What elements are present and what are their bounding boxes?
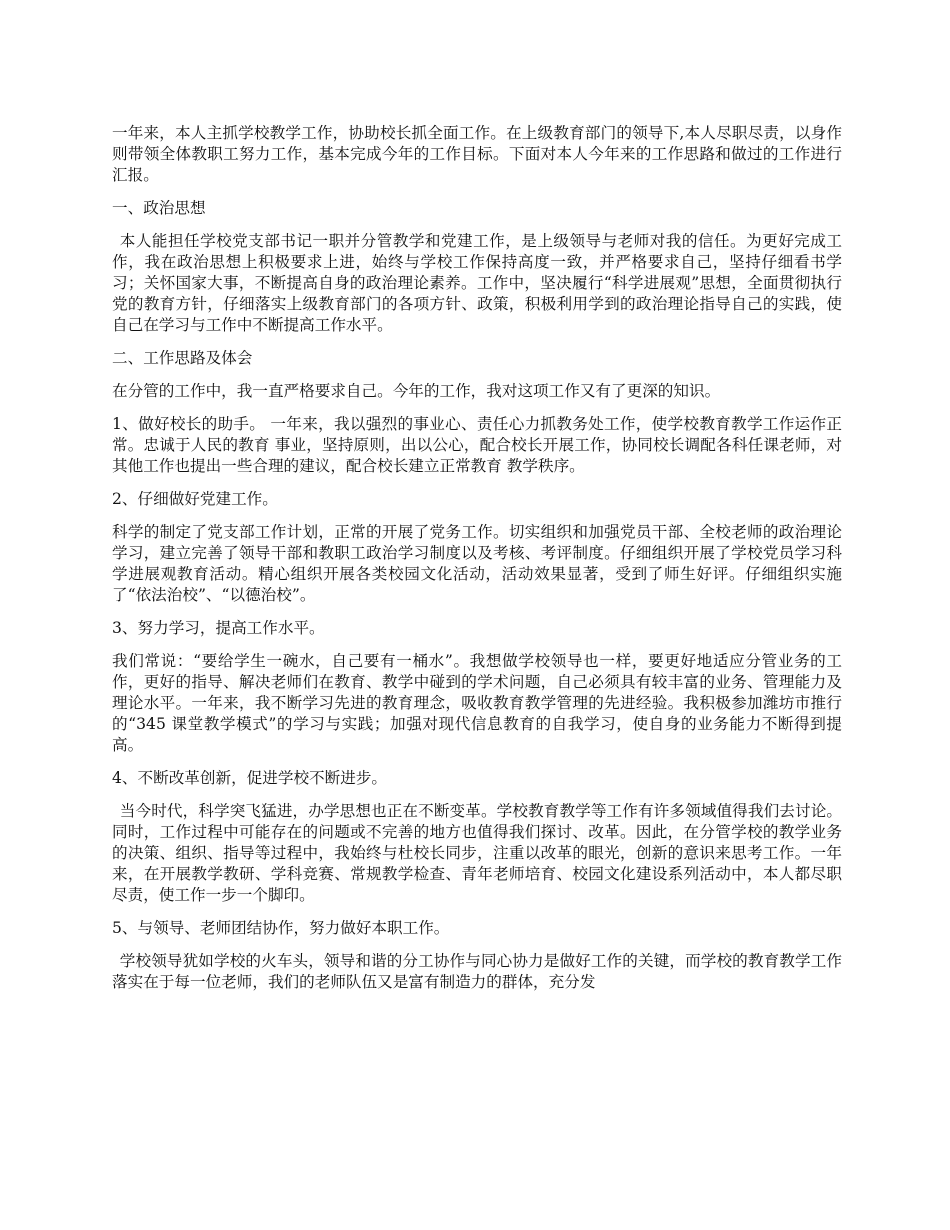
section-heading-political: 一、政治思想 bbox=[112, 199, 206, 217]
work-ideas-paragraph: 在分管的工作中，我一直严格要求自己。今年的工作，我对这项工作又有了更深的知识。 bbox=[112, 382, 721, 400]
item-3-heading: 3、努力学习，提高工作水平。 bbox=[112, 619, 325, 637]
item-5-paragraph: 学校领导犹如学校的火车头，领导和谐的分工协作与同心协力是做好工作的关键，而学校的教育教学工作落实在于每一位老师，我们的老师队伍又是富有制造力的群体，充分发 bbox=[112, 952, 842, 991]
intro-paragraph: 一年来，本人主抓学校教学工作，协助校长抓全面工作。在上级教育部门的领导下,本人尽职尽责，以身作则带领全体教职工努力工作，基本完成今年的工作目标。下面对本人今年来的工作思路和做过的工作进行汇报。 bbox=[112, 124, 842, 184]
item-1-paragraph: 1、做好校长的助手。 一年来，我以强烈的事业心、责任心力抓教务处工作，使学校教育教学工作运作正常。忠诚于人民的教育 事业，坚持原则，出以公心，配合校长开展工作，协同校长调配各科任课老师，对其他工作也提出一些合理的建议，配合校长建立正常教育 教学秩序。 bbox=[112, 415, 842, 475]
item-3-paragraph: 我们常说：“要给学生一碗水，自己要有一桶水”。我想做学校领导也一样，要更好地适应分管业务的工作，更好的指导、解决老师们在教育、教学中碰到的学术问题，自己必须具有较丰富的业务、管理能力及理论水平。一年来，我不断学习先进的教育理念，吸收教育教学管理的先进经验。我积极参加潍坊市推行的“345 课堂教学模式”的学习与实践；加强对现代信息教育的自我学习，使自身的业务能力不断得到提高。 bbox=[112, 652, 842, 754]
section-heading-work-ideas: 二、工作思路及体会 bbox=[112, 349, 253, 367]
item-2-paragraph: 科学的制定了党支部工作计划，正常的开展了党务工作。切实组织和加强党员干部、全校老师的政治理论学习，建立完善了领导干部和教职工政治学习制度以及考核、考评制度。仔细组织开展了学校党员学习科学进展观教育活动。精心组织开展各类校园文化活动，活动效果显著，受到了师生好评。仔细组织实施了“依法治校”、“以德治校”。 bbox=[112, 523, 842, 604]
item-5-heading: 5、与领导、老师团结协作，努力做好本职工作。 bbox=[112, 919, 450, 937]
item-2-heading: 2、仔细做好党建工作。 bbox=[112, 490, 278, 508]
item-4-paragraph: 当今时代，科学突飞猛进，办学思想也正在不断变革。学校教育教学等工作有许多领域值得我们去讨论。同时，工作过程中可能存在的问题或不完善的地方也值得我们探讨、改革。因此，在分管学校的教学业务的决策、组织、指导等过程中，我始终与杜校长同步，注重以改革的眼光，创新的意识来思考工作。一年来，在开展教学教研、学科竞赛、常规教学检查、青年老师培育、校园文化建设系列活动中，本人都尽职尽责，使工作一步一个脚印。 bbox=[112, 802, 842, 904]
political-paragraph: 本人能担任学校党支部书记一职并分管教学和党建工作，是上级领导与老师对我的信任。为更好完成工作，我在政治思想上积极要求上进，始终与学校工作保持高度一致，并严格要求自己，坚持仔细看书学习；关怀国家大事，不断提高自身的政治理论素养。工作中，坚决履行“科学进展观”思想，全面贯彻执行党的教育方针，仔细落实上级教育部门的各项方针、政策，积极利用学到的政治理论指导自己的实践，使自己在学习与工作中不断提高工作水平。 bbox=[112, 232, 842, 334]
document-body bbox=[112, 123, 842, 1005]
item-4-heading: 4、不断改革创新，促进学校不断进步。 bbox=[112, 769, 388, 787]
